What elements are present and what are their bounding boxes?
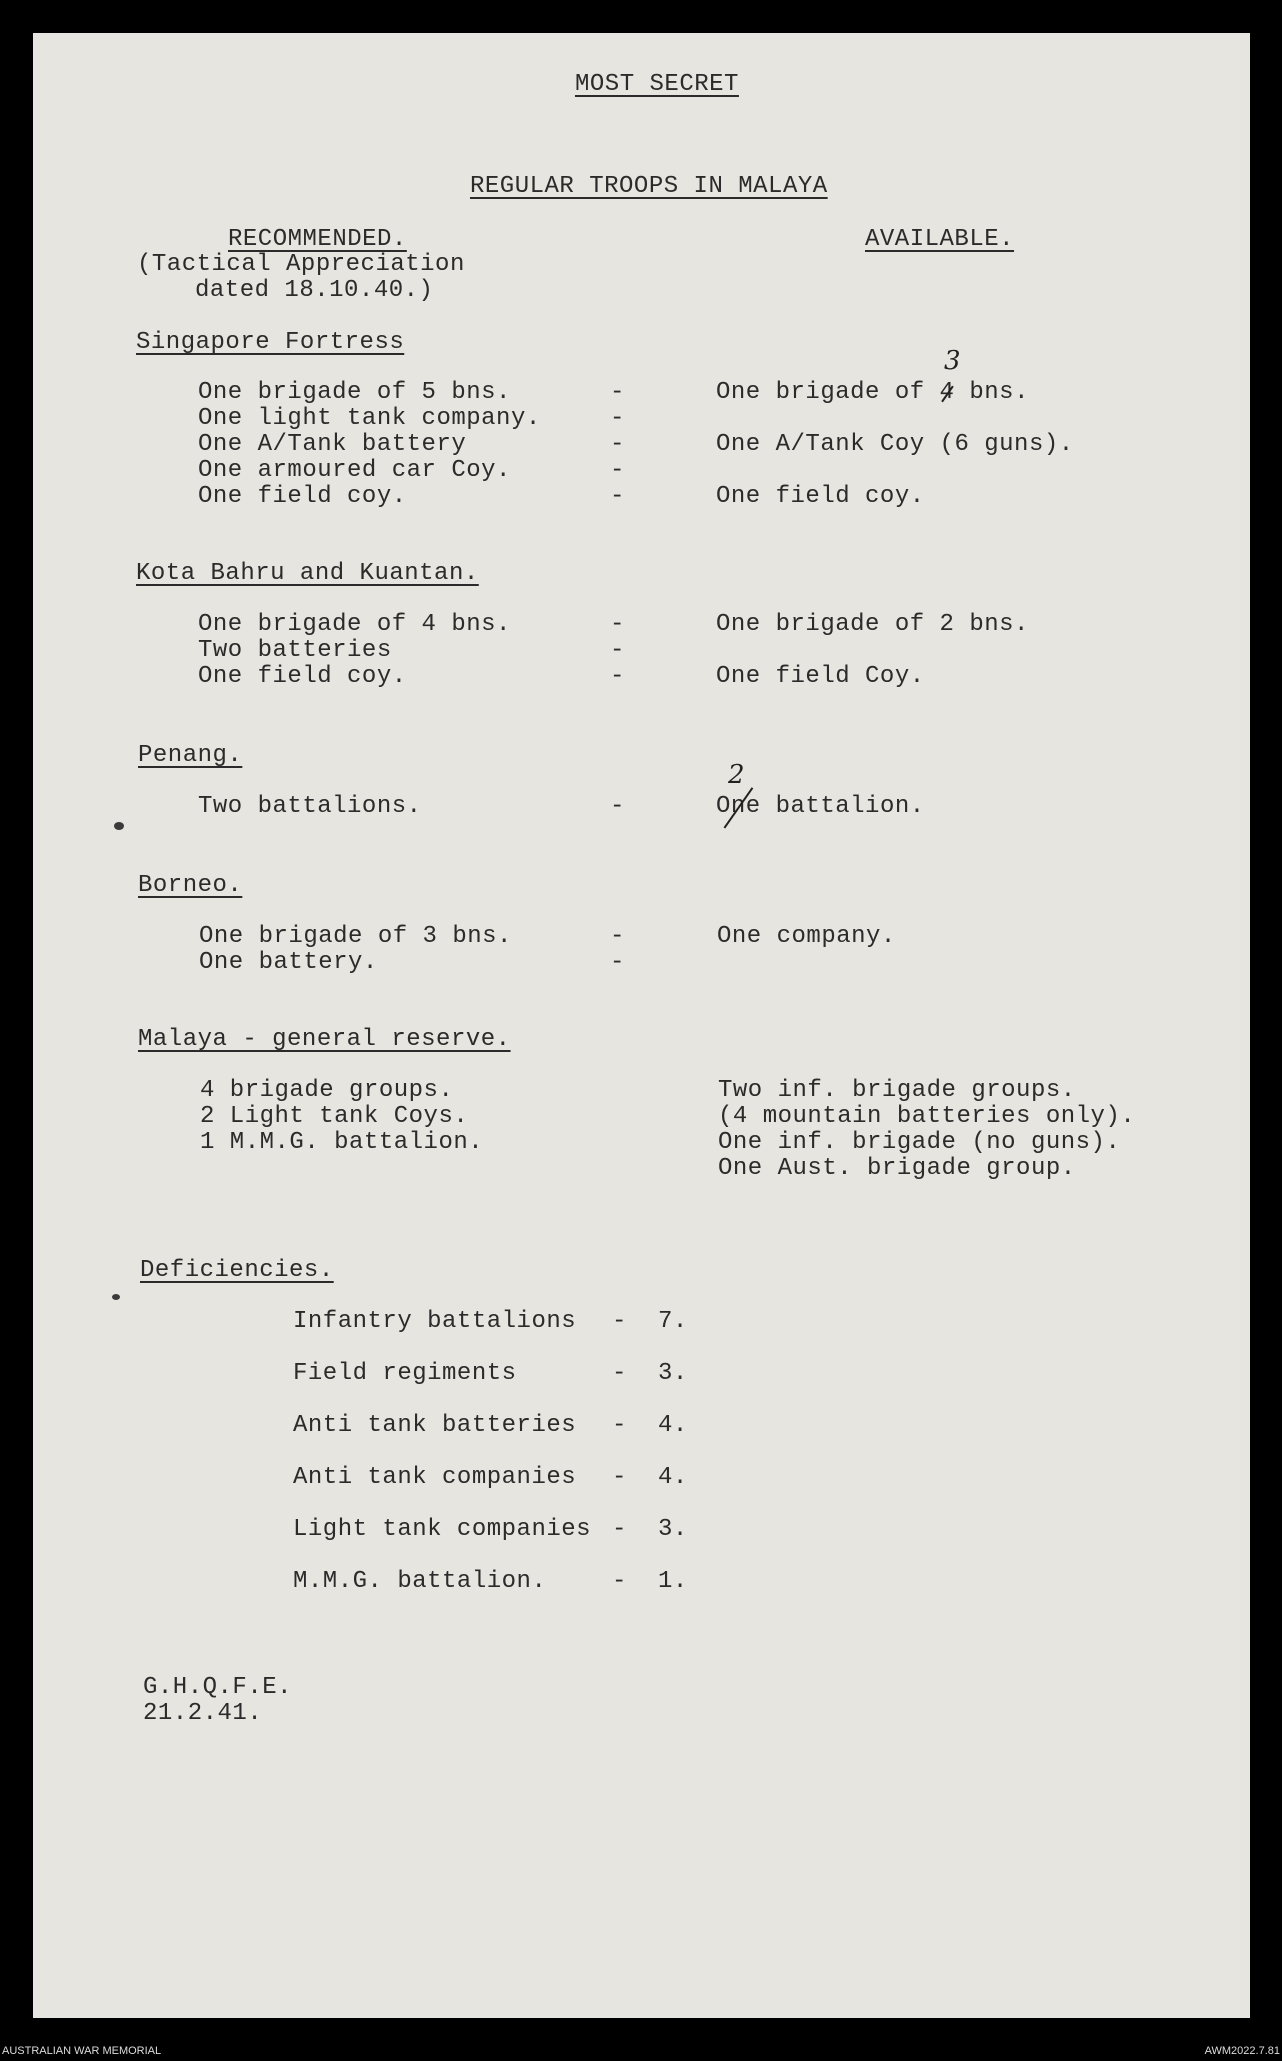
dash: -: [610, 405, 625, 432]
section-heading-reserve: Malaya - general reserve.: [138, 1026, 511, 1053]
rec-line: Two batteries: [198, 637, 392, 664]
section-heading-singapore: Singapore Fortress: [136, 329, 405, 356]
signature-date: 21.2.41.: [143, 1700, 263, 1727]
rec-line: 2 Light tank Coys.: [200, 1103, 469, 1130]
rec-line: Two battalions.: [198, 793, 422, 820]
dash: -: [610, 663, 625, 690]
dash: -: [610, 483, 625, 510]
rec-line: One armoured car Coy.: [198, 457, 511, 484]
struck-text: 4: [939, 379, 955, 406]
rec-line: One brigade of 3 bns.: [199, 923, 512, 950]
dash: -: [612, 1568, 627, 1595]
dash: -: [610, 457, 625, 484]
rec-line: One field coy.: [198, 483, 407, 510]
section-heading-deficiencies: Deficiencies.: [140, 1257, 334, 1284]
dash: -: [610, 949, 625, 976]
dash: -: [610, 379, 625, 406]
deficiency-value: 4.: [658, 1412, 688, 1439]
deficiency-label: Field regiments: [293, 1360, 517, 1387]
deficiency-label: Anti tank companies: [293, 1464, 577, 1491]
avail-line: One field coy.: [716, 483, 925, 510]
dash: -: [612, 1464, 627, 1491]
deficiency-label: Light tank companies: [293, 1516, 592, 1543]
avail-line: One field Coy.: [716, 663, 925, 690]
rec-line: One light tank company.: [198, 405, 541, 432]
deficiency-value: 3.: [658, 1516, 688, 1543]
section-heading-borneo: Borneo.: [138, 872, 243, 899]
rec-line: One field coy.: [198, 663, 407, 690]
rec-line: One A/Tank battery: [198, 431, 467, 458]
rec-line: 1 M.M.G. battalion.: [200, 1129, 484, 1156]
column-recommended: RECOMMENDED.: [228, 226, 407, 253]
page-title: REGULAR TROOPS IN MALAYA: [470, 173, 828, 200]
avail-line: One battalion.: [716, 793, 925, 820]
dash: -: [612, 1412, 627, 1439]
signature-office: G.H.Q.F.E.: [143, 1674, 293, 1701]
section-heading-penang: Penang.: [138, 742, 243, 769]
avail-line: (4 mountain batteries only).: [718, 1103, 1136, 1130]
classification: MOST SECRET: [575, 71, 739, 98]
deficiency-label: M.M.G. battalion.: [293, 1568, 547, 1595]
footer-credit: AUSTRALIAN WAR MEMORIAL: [2, 2045, 162, 2057]
dash: -: [610, 793, 625, 820]
avail-line: One brigade of 4 bns.: [716, 379, 1029, 406]
dash: -: [610, 923, 625, 950]
rec-line: One battery.: [199, 949, 378, 976]
dash: -: [610, 431, 625, 458]
column-available: AVAILABLE.: [865, 226, 1015, 253]
deficiency-label: Infantry battalions: [293, 1308, 577, 1335]
avail-line: One Aust. brigade group.: [718, 1155, 1076, 1182]
handwritten-correction: 2: [728, 760, 745, 790]
deficiency-value: 7.: [658, 1308, 688, 1335]
rec-line: One brigade of 4 bns.: [198, 611, 511, 638]
deficiency-value: 1.: [658, 1568, 688, 1595]
deficiency-value: 3.: [658, 1360, 688, 1387]
rec-line: One brigade of 5 bns.: [198, 379, 511, 406]
dash: -: [612, 1308, 627, 1335]
dash: -: [610, 637, 625, 664]
section-heading-kota: Kota Bahru and Kuantan.: [136, 560, 479, 587]
struck-text: One: [716, 793, 761, 820]
avail-line: One inf. brigade (no guns).: [718, 1129, 1121, 1156]
recommended-note: (Tactical Appreciation: [137, 251, 465, 278]
deficiency-value: 4.: [658, 1464, 688, 1491]
punch-mark: [112, 1294, 120, 1300]
deficiency-label: Anti tank batteries: [293, 1412, 577, 1439]
avail-line: One A/Tank Coy (6 guns).: [716, 431, 1074, 458]
avail-line: One brigade of 2 bns.: [716, 611, 1029, 638]
rec-line: 4 brigade groups.: [200, 1077, 454, 1104]
footer-catalogue-id: AWM2022.7.81: [1204, 2045, 1280, 2057]
dash: -: [612, 1360, 627, 1387]
recommended-date: dated 18.10.40.): [195, 277, 434, 304]
punch-hole: [114, 822, 124, 830]
dash: -: [610, 611, 625, 638]
avail-line: Two inf. brigade groups.: [718, 1077, 1076, 1104]
avail-line: One company.: [717, 923, 896, 950]
dash: -: [612, 1516, 627, 1543]
handwritten-correction: 3: [944, 346, 961, 376]
